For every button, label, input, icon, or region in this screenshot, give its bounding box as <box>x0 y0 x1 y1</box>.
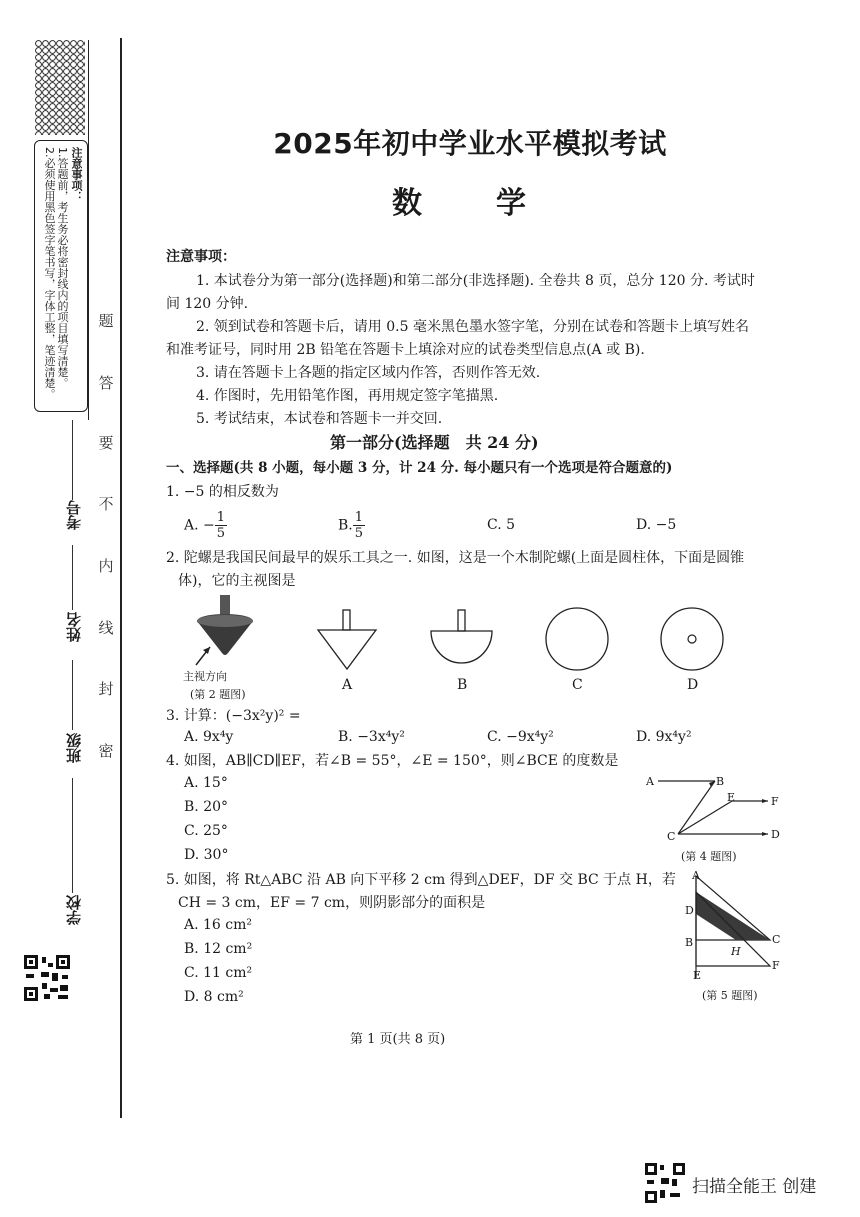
seal-char-7: 封 <box>98 680 114 698</box>
seal-line <box>120 38 122 1118</box>
q3-option-b[interactable]: B. −3x⁴y² <box>338 729 405 745</box>
q5-point-c: C <box>772 933 781 946</box>
q1-option-b[interactable]: B. $\frac{1}{5}$ <box>338 510 364 541</box>
name-label: 姓名 <box>65 612 83 642</box>
notice-item-5: 5. 考试结束，本试卷和答题卡一并交回. <box>196 411 443 427</box>
q2-figure-d <box>661 608 723 670</box>
q4-point-f: F <box>771 795 779 808</box>
q5-point-b: B <box>685 936 694 949</box>
q4-option-d[interactable]: D. 30° <box>184 847 229 863</box>
q2-option-a[interactable]: A <box>342 677 353 693</box>
q4-point-d: D <box>771 828 780 841</box>
q4-point-a: A <box>646 775 654 788</box>
q4-figure-caption: (第 4 题图) <box>681 850 737 863</box>
q4-option-c[interactable]: C. 25° <box>184 823 228 839</box>
watermark-text: 扫描全能王 创建 <box>692 1177 817 1197</box>
q5-point-h: H <box>731 945 741 958</box>
q5-option-a[interactable]: A. 16 cm² <box>184 917 253 933</box>
notice-item-3: 3. 请在答题卡上各题的指定区域内作答，否则作答无效. <box>196 365 541 381</box>
part1-heading: 第一部分(选择题 共 24 分) <box>330 433 539 452</box>
q2-option-b[interactable]: B <box>457 677 468 693</box>
notice-item-1: 1. 本试卷分为第一部分(选择题)和第二部分(非选择题). 全卷共 8 页，总分 120 分. 考试时 <box>196 273 755 289</box>
binding-line-outer <box>88 40 89 420</box>
q4-point-c: C <box>667 830 676 843</box>
q1-option-c[interactable]: C. 5 <box>487 517 516 533</box>
section1-heading: 一、选择题(共 8 小题，每小题 3 分，计 24 分. 每小题只有一个选项是符合题意的) <box>166 460 673 476</box>
q5-option-c[interactable]: C. 11 cm² <box>184 965 253 981</box>
q5-point-e: E <box>693 969 702 982</box>
binding-holes <box>35 40 85 135</box>
seal-char-3: 要 <box>98 434 114 452</box>
q4-point-b: B <box>716 775 725 788</box>
q4-point-e: E <box>727 791 736 804</box>
side-qr-code <box>24 955 70 1001</box>
seal-char-1: 题 <box>98 312 114 330</box>
watermark-qr-code <box>645 1163 685 1203</box>
q5-point-a: A <box>692 869 700 882</box>
seal-char-5: 内 <box>98 557 114 575</box>
q5-figure-caption: (第 5 题图) <box>702 989 758 1002</box>
seal-char-4: 不 <box>98 495 114 513</box>
q4-option-b[interactable]: B. 20° <box>184 799 229 815</box>
class-blank[interactable] <box>72 660 73 730</box>
exam-number-blank[interactable] <box>72 420 73 500</box>
q3-stem: 3. 计算：(−3x²y)² = <box>166 708 301 724</box>
notice-item-2-cont: 和准考证号，同时用 2B 铅笔在答题卡上填涂对应的试卷类型信息点(A 或 B). <box>166 342 645 358</box>
spinning-top-image <box>197 595 253 655</box>
notice-heading: 注意事项： <box>166 249 236 265</box>
name-blank[interactable] <box>72 545 73 610</box>
q2-option-d[interactable]: D <box>687 677 699 693</box>
q4-figure <box>640 770 780 850</box>
q2-figure-a <box>318 610 376 669</box>
exam-title: 2025年初中学业水平模拟考试 <box>273 127 667 160</box>
q1-option-d[interactable]: D. −5 <box>636 517 677 533</box>
q1-option-a[interactable]: A. − $\frac{1}{5}$ <box>184 510 226 541</box>
binding-notes-line1: 1.答题前，考生务必将密封线内的项目填写清楚。 <box>56 147 69 389</box>
q5-option-b[interactable]: B. 12 cm² <box>184 941 253 957</box>
q2-figure-c <box>546 608 608 670</box>
seal-char-2: 答 <box>98 374 114 392</box>
q5-point-d: D <box>685 904 694 917</box>
q5-stem-line1: 5. 如图，将 Rt△ABC 沿 AB 向下平移 2 cm 得到△DEF，DF 交 BC 于点 H，若 <box>166 872 676 888</box>
notice-item-2: 2. 领到试卷和答题卡后，请用 0.5 毫米黑色墨水签字笔，分别在试卷和答题卡上填写姓名 <box>196 319 749 335</box>
school-blank[interactable] <box>72 778 73 893</box>
q4-stem: 4. 如图，AB∥CD∥EF，若∠B = 55°，∠E = 150°，则∠BCE 的度数是 <box>166 753 619 769</box>
q5-point-f: F <box>772 959 780 972</box>
notice-item-4: 4. 作图时，先用铅笔作图，再用规定签字笔描黑. <box>196 388 499 404</box>
school-label: 学校 <box>65 895 83 925</box>
binding-notes-heading: 注意事项： <box>70 147 83 202</box>
notice-item-1-cont: 间 120 分钟. <box>166 296 249 312</box>
class-label: 班级 <box>65 733 83 763</box>
subject-title: 数 学 <box>392 186 548 221</box>
q3-option-d[interactable]: D. 9x⁴y² <box>636 729 692 745</box>
q2-view-direction-label: 主视方向 <box>183 670 227 683</box>
binding-notes-box <box>34 140 88 412</box>
q5-option-d[interactable]: D. 8 cm² <box>184 989 244 1005</box>
q2-stem-line2: 体)，它的主视图是 <box>178 573 296 589</box>
q2-option-c[interactable]: C <box>572 677 583 693</box>
q2-figure-b <box>431 610 492 663</box>
q4-option-a[interactable]: A. 15° <box>184 775 228 791</box>
q5-stem-line2: CH = 3 cm，EF = 7 cm，则阴影部分的面积是 <box>178 895 486 911</box>
q3-option-a[interactable]: A. 9x⁴y <box>184 729 234 745</box>
seal-char-8: 密 <box>98 742 114 760</box>
q2-stem-line1: 2. 陀螺是我国民间最早的娱乐工具之一. 如图，这是一个木制陀螺(上面是圆柱体，下面是圆锥 <box>166 550 745 566</box>
binding-notes-line2: 2.必须使用黑色签字笔书写，字体工整，笔迹清楚。 <box>43 147 56 400</box>
q2-figure-caption: (第 2 题图) <box>190 688 246 701</box>
q3-option-c[interactable]: C. −9x⁴y² <box>487 729 554 745</box>
exam-number-label: 考号 <box>65 500 83 530</box>
page-number: 第 1 页(共 8 页) <box>350 1032 446 1047</box>
q1-stem: 1. −5 的相反数为 <box>166 484 279 500</box>
seal-char-6: 线 <box>98 619 114 637</box>
